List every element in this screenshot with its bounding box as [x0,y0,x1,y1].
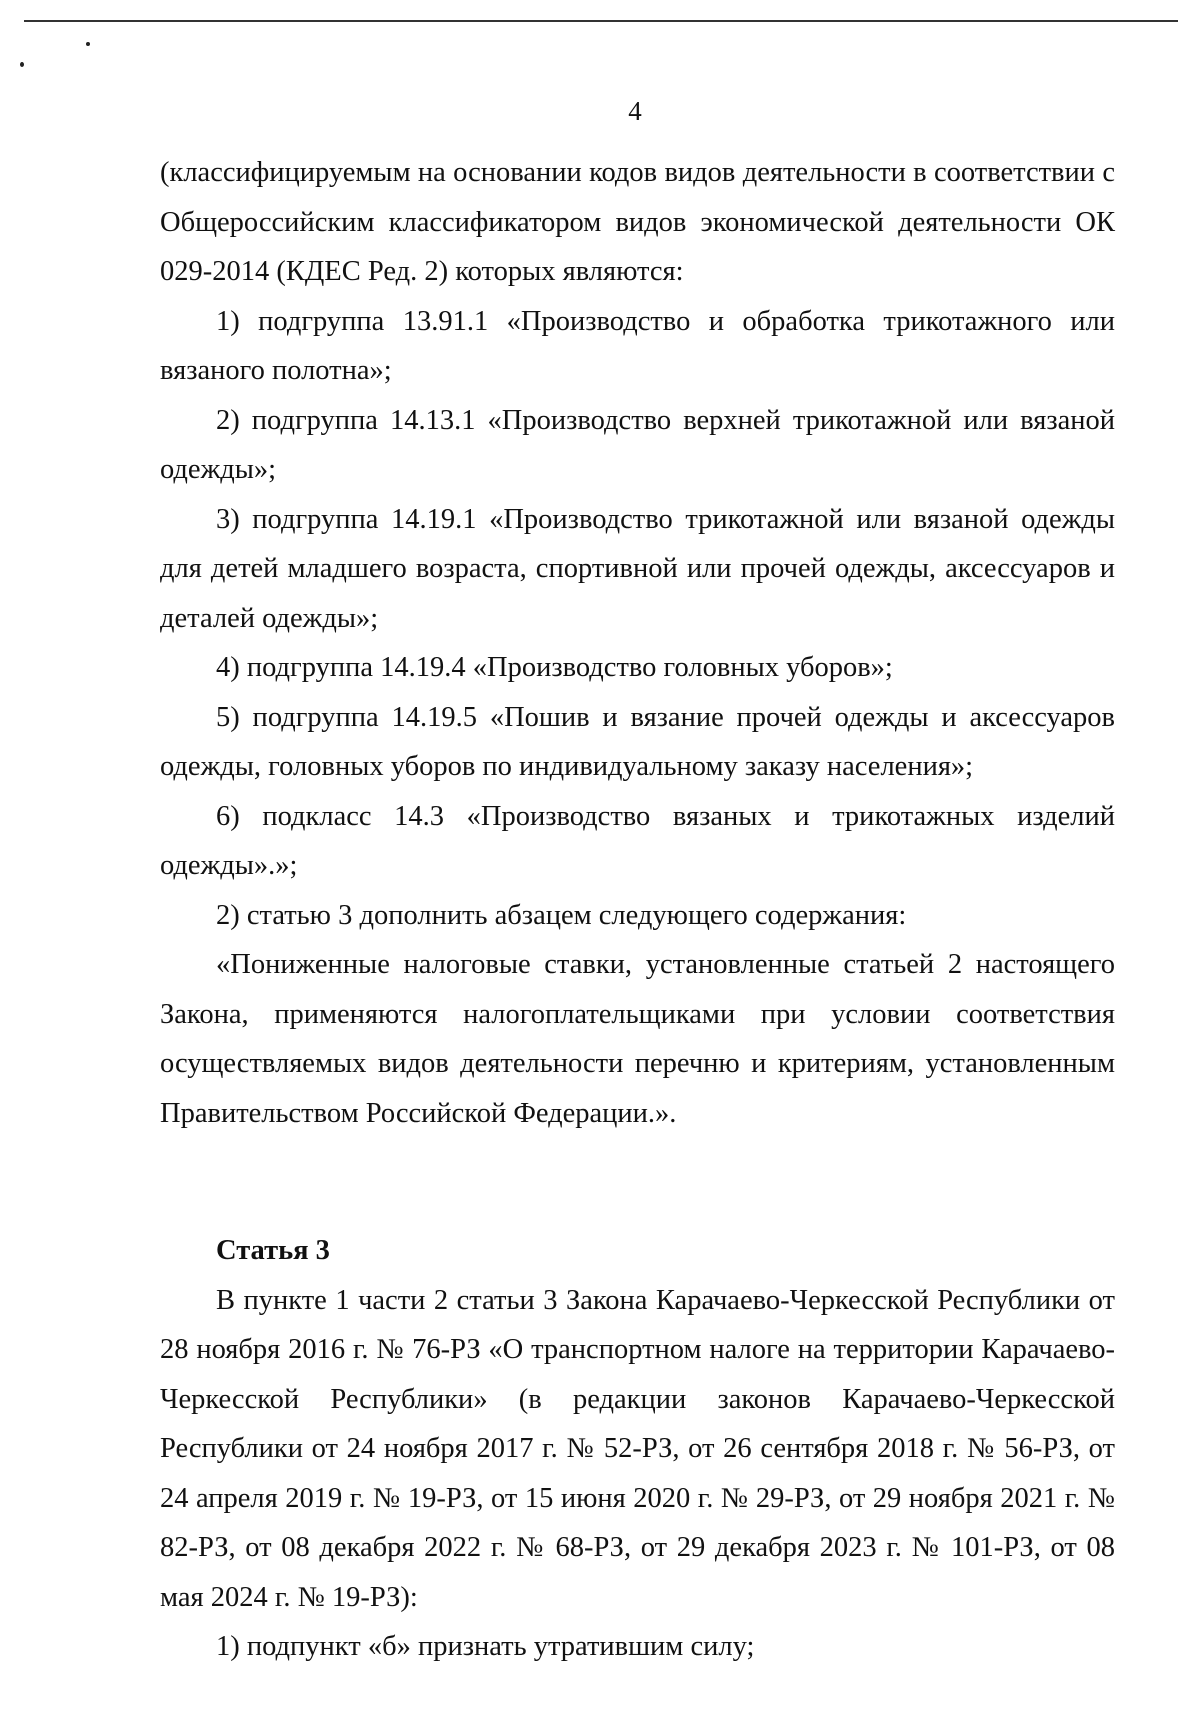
paragraph: 2) статью 3 дополнить абзацем следующего содержания: [216,899,907,931]
scan-speck [86,42,90,46]
list-item: 6) подкласс 14.3 «Производство вязаных и трикотажных изделий одежды».»; [160,800,1115,881]
page-number: 4 [628,96,642,126]
scan-speck [20,62,24,67]
list-item: 4) подгруппа 14.19.4 «Производство головных уборов»; [216,652,893,683]
article-paragraph: 1) подпункт «б» признать утратившим силу; [216,1631,755,1662]
article-paragraph: В пункте 1 части 2 статьи 3 Закона Карачаево-Черкесской Республики от 28 ноября 2016 г. № 76-РЗ «О транспортном налоге на территории Карачаево-Черкесской Республики» (в редакции законов Карачаево-Черкесской Республики от 24 ноября 2017 г. № 52-РЗ, от 26 сентября 2018 г. № 56-РЗ, от 24 апреля 2019 г. № 19-РЗ, от 15 июня 2020 г. № 29-РЗ, от 29 ноября 2021 г. № 82-РЗ, от 08 декабря 2022 г. № 68-РЗ, от 29 декабря 2023 г. № 101-РЗ, от 08 мая 2024 г. № 19-РЗ): [160,1284,1115,1613]
paragraph: (классифицируемым на основании кодов видов деятельности в соответствии с Общероссийским классификатором видов экономической деятельности ОК 029-2014 (КДЕС Ред. 2) которых являются: [160,157,1115,287]
document-body [160,148,1115,1672]
list-item: 5) подгруппа 14.19.5 «Пошив и вязание прочей одежды и аксессуаров одежды, головных уборов по индивидуальному заказу населения»; [160,701,1115,782]
paragraph: «Пониженные налоговые ставки, установленные статьей 2 настоящего Закона, применяются налогоплательщиками при условии соответствия осуществляемых видов деятельности перечню и критериям, установленным Правительством Российской Федерации.». [160,949,1115,1129]
article-heading: Статья 3 [216,1235,330,1266]
list-item: 1) подгруппа 13.91.1 «Производство и обработка трикотажного или вязаного полотна»; [160,305,1115,386]
list-item: 2) подгруппа 14.13.1 «Производство верхней трикотажной или вязаной одежды»; [160,404,1115,485]
list-item: 3) подгруппа 14.19.1 «Производство трикотажной или вязаной одежды для детей младшего возраста, спортивной или прочей одежды, аксессуаров и деталей одежды»; [160,503,1115,634]
top-border-line [24,20,1178,22]
